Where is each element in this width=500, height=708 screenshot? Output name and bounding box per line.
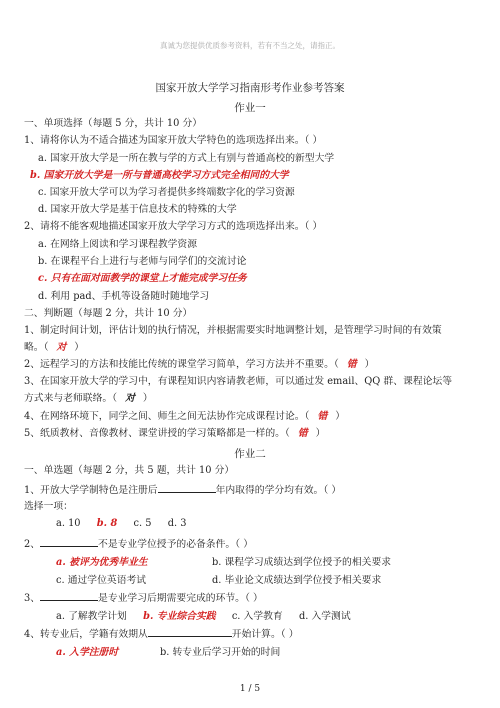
hw2-q2-option-a-answer — [56, 554, 148, 568]
answer-text: 错 — [346, 359, 357, 370]
judge-text: 4、在网络环境下，同学之间、师生之间无法协作完成课程讨论。（ — [24, 411, 310, 422]
option-a: a. 10 — [56, 518, 81, 529]
option-c: c. 5 — [133, 518, 152, 529]
question-number: 2、 — [24, 539, 41, 550]
question-text: 开始计算。（ ） — [231, 629, 299, 640]
hw2-q4-option-a-answer — [56, 644, 118, 658]
answer-text: c. 只有在面对面教学的课堂上才能完成学习任务 — [38, 273, 247, 284]
judge-text: ） — [335, 411, 346, 422]
hw2-choose-label: 选择一项： — [24, 501, 73, 512]
judge-text: 略。（ — [24, 342, 49, 353]
hw2-q4-option-b: b. 转专业后学习开始的时间 — [160, 647, 281, 658]
answer-blank — [40, 536, 98, 547]
hw1-heading: 作业一 — [234, 102, 266, 114]
hw1-q1-option-a: a. 国家开放大学是一所在教与学的方式上有别与普通高校的新型大学 — [38, 153, 335, 164]
question-text: 年内取得的学分均有效。（ ） — [215, 485, 342, 496]
hw1-q2-option-d: d. 利用 pad、手机等设备随时随地学习 — [38, 291, 210, 302]
hw2-q1 — [24, 482, 480, 498]
option-a: a. 了解教学计划 — [56, 611, 127, 622]
question-text: 不是专业学位授予的必备条件。（ ） — [98, 539, 253, 550]
question-number: 3、 — [24, 593, 41, 604]
option-d: d. 入学测试 — [298, 611, 351, 622]
judge-text: 5、纸质教材、音像教材、课堂讲授的学习策略都是一样的。（ — [24, 428, 290, 439]
hw1-judge4 — [24, 410, 480, 424]
judge-text: 方式来与老师联络。（ — [24, 393, 118, 404]
answer-text: 对 — [56, 342, 67, 353]
hw2-q2-option-c: c. 通过学位英语考试 — [56, 575, 147, 586]
hw1-q1-option-d: d. 国家开放大学是基于信息技术的特殊的大学 — [38, 204, 237, 215]
hw1-q2-option-b: b. 在课程平台上进行与老师与同学们的交流讨论 — [38, 256, 247, 267]
question-text: 是专业学习后期需要完成的环节。（ ） — [98, 593, 263, 604]
answer-blank — [158, 482, 216, 493]
hw2-q3-options — [56, 608, 351, 622]
judge-text: ） — [74, 342, 85, 353]
hw1-q1: 1、请将你认为不适合描述为国家开放大学特色的选项选择出来。（ ） — [24, 135, 323, 146]
judge-text: ） — [364, 359, 375, 370]
hw2-section1-heading: 一、单选题（每题 2 分，共 5 题，共计 10 分） — [24, 465, 235, 476]
option-d: d. 3 — [167, 518, 187, 529]
document-title: 国家开放大学学习指南形考作业参考答案 — [155, 82, 345, 94]
hw2-q2 — [24, 536, 480, 552]
judge-text: ） — [142, 393, 153, 404]
answer-text: a. 被评为优秀毕业生 — [56, 557, 148, 568]
answer-blank — [148, 626, 232, 637]
answer-text: b. 国家开放大学是一所与普通高校学习方式完全相同的大学 — [30, 170, 289, 181]
watermark-text: 真诚为您提供优质参考资料，若有不当之处，请指正。 — [160, 41, 340, 50]
hw1-section1-heading: 一、单项选择（每题 5 分，共计 10 分） — [24, 118, 203, 129]
question-text: 1、开放大学学制特色是注册后 — [24, 485, 158, 496]
option-b-answer: b. 专业综合实践 — [143, 611, 216, 622]
answer-blank — [40, 590, 98, 601]
hw2-q2-option-d: d. 毕业论文成绩达到学位授予相关要求 — [212, 575, 382, 586]
hw1-judge2 — [24, 358, 480, 372]
option-b-answer: b. 8 — [96, 518, 118, 529]
hw1-judge5 — [24, 427, 480, 441]
hw2-q3 — [24, 590, 480, 606]
hw1-judge3-line1: 3、在国家开放大学的学习中，有课程知识内容请教老师，可以通过发 email、QQ 群、课程论坛等 — [24, 376, 453, 387]
answer-text: 对 — [125, 393, 135, 404]
hw1-section2-heading: 二、判断题（每题 2 分，共计 10 分） — [24, 308, 193, 319]
judge-text: 2、远程学习的方法和技能比传统的课堂学习简单，学习方法并不重要。（ — [24, 359, 339, 370]
hw2-q1-options — [56, 518, 186, 529]
hw1-q1-option-b-answer — [30, 169, 480, 183]
answer-text: 错 — [317, 411, 328, 422]
hw1-judge1-line2 — [24, 341, 480, 355]
hw1-judge1-line1: 1、制定时间计划，评估计划的执行情况，并根据需要实时地调整计划，是管理学习时间的有效策 — [24, 325, 442, 336]
hw1-q1-option-c: c. 国家开放大学可以为学习者提供多终端数字化的学习资源 — [38, 187, 295, 198]
answer-text: 错 — [297, 428, 308, 439]
hw1-q2-option-c-answer — [38, 272, 480, 286]
hw2-q2-option-b: b. 课程学习成绩达到学位授予的相关要求 — [212, 557, 392, 568]
answer-text: a. 入学注册时 — [56, 647, 119, 658]
page-number: 1 / 5 — [239, 684, 261, 694]
question-text: 4、转专业后，学籍有效期从 — [24, 629, 148, 640]
option-c: c. 入学教育 — [231, 611, 283, 622]
hw2-heading: 作业二 — [234, 448, 266, 460]
hw1-judge3-line2 — [24, 392, 480, 406]
hw2-q4 — [24, 626, 480, 642]
hw1-q2-option-a: a. 在网络上阅读和学习课程教学资源 — [38, 239, 198, 250]
judge-text: ） — [315, 428, 326, 439]
hw1-q2: 2、请将不能客观地描述国家开放大学学习方式的选项选择出来。（ ） — [24, 221, 323, 232]
